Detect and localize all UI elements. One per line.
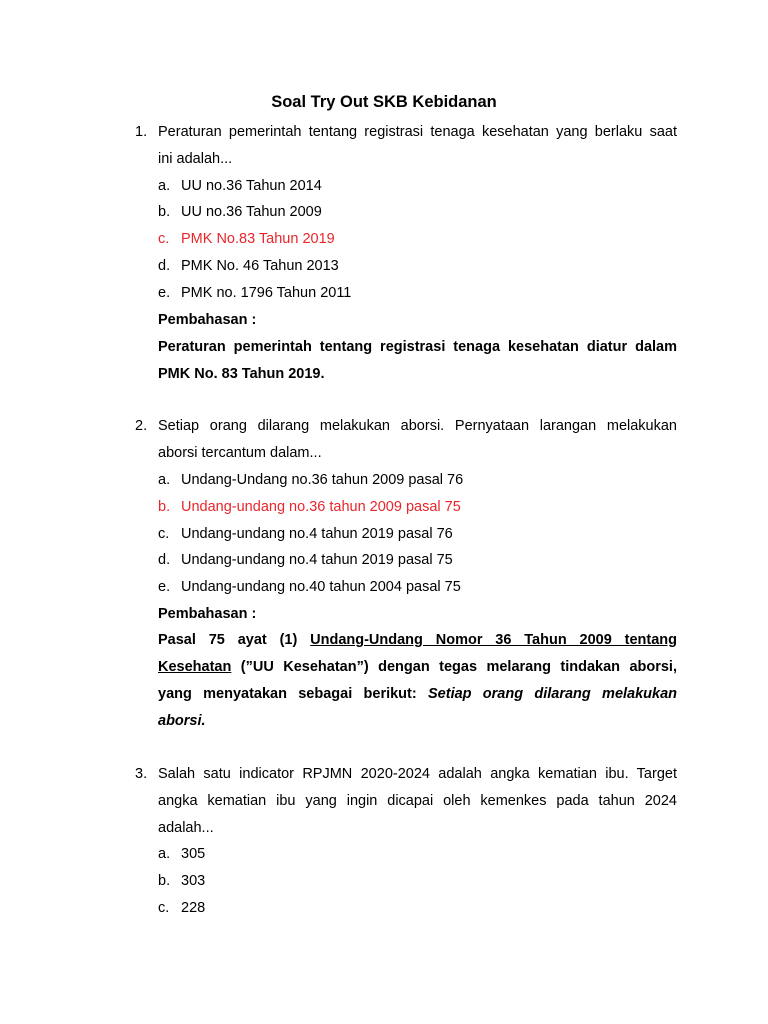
- option-text: PMK no. 1796 Tahun 2011: [181, 285, 352, 301]
- question-text-line: adalah...: [158, 820, 214, 836]
- answer-option: [158, 258, 339, 274]
- option-letter: c.: [158, 231, 170, 247]
- explanation-line: Peraturan pemerintah tentang registrasi tenaga kesehatan diatur dalam: [158, 339, 677, 355]
- answer-option: [158, 579, 461, 595]
- option-letter: a.: [158, 178, 171, 194]
- option-text: Undang-undang no.36 tahun 2009 pasal 75: [181, 499, 461, 515]
- question-number: 3.: [135, 766, 148, 782]
- option-text: 303: [181, 873, 206, 889]
- option-text: Undang-undang no.40 tahun 2004 pasal 75: [181, 579, 461, 595]
- option-letter: e.: [158, 579, 171, 595]
- question-text-line: Setiap orang dilarang melakukan aborsi. Pernyataan larangan melakukan: [158, 418, 677, 434]
- explanation-text: (”UU Kesehatan”) dengan tegas melarang tindakan aborsi,: [240, 659, 677, 675]
- explanation-text: Pasal 75 ayat (1): [158, 632, 298, 648]
- law-reference-underlined: Undang-Undang Nomor 36 Tahun 2009 tentang: [310, 632, 677, 648]
- question-text-line: ini adalah...: [158, 151, 233, 167]
- answer-option: [158, 178, 322, 194]
- option-text: UU no.36 Tahun 2014: [181, 178, 322, 194]
- quote-italic: aborsi.: [158, 713, 206, 729]
- answer-option: [158, 204, 322, 220]
- page-title: Soal Try Out SKB Kebidanan: [271, 93, 497, 111]
- question-text-line: angka kematian ibu yang ingin dicapai oleh kemenkes pada tahun 2024: [158, 793, 677, 809]
- option-letter: d.: [158, 552, 171, 568]
- answer-option: [158, 526, 453, 542]
- answer-option-correct: [158, 231, 335, 247]
- option-text: PMK No. 46 Tahun 2013: [181, 258, 339, 274]
- answer-option: [158, 846, 205, 862]
- option-letter: b.: [158, 873, 171, 889]
- answer-option: [158, 472, 463, 488]
- explanation-text: yang menyatakan sebagai berikut:: [158, 686, 417, 702]
- answer-option: [158, 285, 351, 301]
- question-number: 2.: [135, 418, 148, 434]
- explanation-line: [158, 632, 677, 648]
- option-letter: c.: [158, 900, 170, 916]
- option-text: Undang-undang no.4 tahun 2019 pasal 75: [181, 552, 453, 568]
- option-letter: b.: [158, 499, 171, 515]
- question-number: 1.: [135, 124, 148, 140]
- option-letter: d.: [158, 258, 171, 274]
- quote-italic: Setiap orang dilarang melakukan: [428, 686, 678, 702]
- explanation-line: [158, 659, 677, 675]
- option-letter: a.: [158, 472, 171, 488]
- option-text: UU no.36 Tahun 2009: [181, 204, 322, 220]
- explanation-line: PMK No. 83 Tahun 2019.: [158, 366, 325, 382]
- option-text: PMK No.83 Tahun 2019: [181, 231, 335, 247]
- answer-option-correct: [158, 499, 461, 515]
- option-text: 228: [181, 900, 206, 916]
- answer-option: [158, 552, 453, 568]
- question-text-line: Salah satu indicator RPJMN 2020-2024 adalah angka kematian ibu. Target: [158, 766, 677, 782]
- option-letter: e.: [158, 285, 171, 301]
- answer-option: [158, 873, 205, 889]
- option-letter: b.: [158, 204, 171, 220]
- option-letter: a.: [158, 846, 171, 862]
- option-letter: c.: [158, 526, 170, 542]
- explanation-label: Pembahasan :: [158, 312, 257, 328]
- law-reference-underlined: Kesehatan: [158, 659, 232, 675]
- option-text: Undang-undang no.4 tahun 2019 pasal 76: [181, 526, 453, 542]
- option-text: Undang-Undang no.36 tahun 2009 pasal 76: [181, 472, 464, 488]
- explanation-line: [158, 686, 677, 702]
- question-text-line: Peraturan pemerintah tentang registrasi tenaga kesehatan yang berlaku saat: [158, 124, 677, 140]
- question-text-line: aborsi tercantum dalam...: [158, 445, 322, 461]
- explanation-label: Pembahasan :: [158, 606, 257, 622]
- option-text: 305: [181, 846, 206, 862]
- answer-option: [158, 900, 205, 916]
